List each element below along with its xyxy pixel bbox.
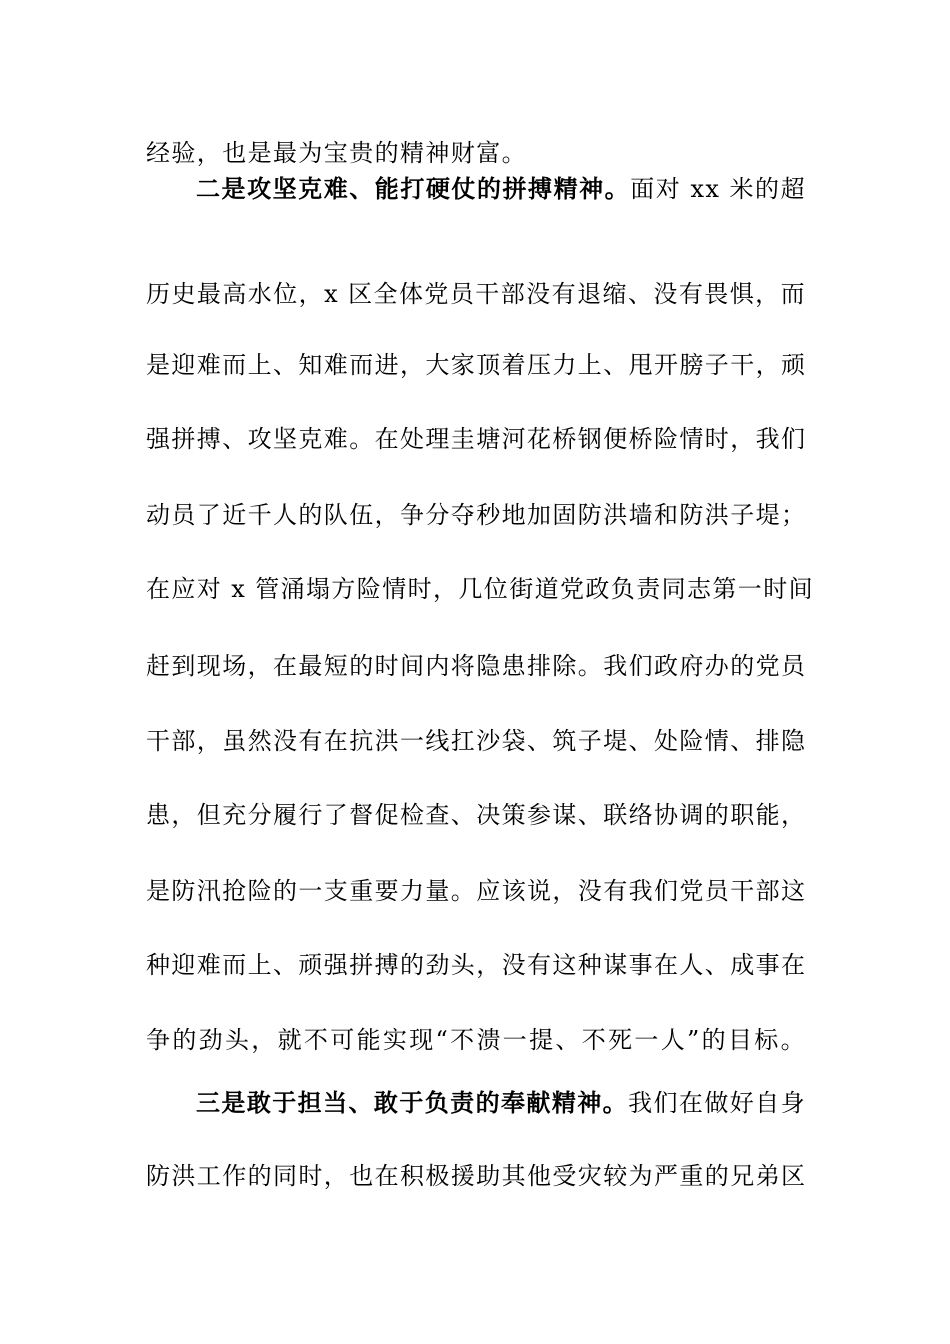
line-text: 干部，虽然没有在抗洪一线扛沙袋、筑子堤、处险情、排隐 [146, 727, 807, 755]
text-line-3 [146, 279, 806, 309]
line-text: 赶到现场，在最短的时间内将隐患排除。我们政府办的党员 [146, 652, 807, 680]
line-text: 我们在做好自身 [628, 1089, 806, 1117]
text-line-7 [146, 574, 814, 604]
text-line-4 [146, 350, 806, 380]
text-line-5 [146, 424, 806, 454]
text-line-8 [146, 651, 806, 681]
line-text: 历史最高水位，x 区全体党员干部没有退缩、没有畏惧，而 [146, 280, 806, 308]
line-text: 争的劲头，就不可能实现“不溃一提、不死一人”的目标。 [146, 1026, 806, 1054]
text-line-2 [196, 174, 806, 204]
line-text: 患，但充分履行了督促检查、决策参谋、联络协调的职能， [146, 801, 807, 829]
text-line-11 [146, 876, 806, 906]
text-line-6 [146, 500, 806, 530]
text-line-10 [146, 800, 806, 830]
line-text: 是迎难而上、知难而进，大家顶着压力上、甩开膀子干，顽 [146, 351, 807, 379]
text-line-14 [196, 1088, 806, 1118]
line-text: 动员了近千人的队伍，争分夺秒地加固防洪墙和防洪子堤； [146, 501, 807, 529]
text-line-9 [146, 726, 806, 756]
line-text: 防洪工作的同时，也在积极援助其他受灾较为严重的兄弟区 [146, 1162, 807, 1190]
line-text: 是防汛抢险的一支重要力量。应该说，没有我们党员干部这 [146, 877, 807, 905]
text-line-13 [146, 1025, 806, 1055]
bold-heading: 三是敢于担当、敢于负责的奉献精神。 [196, 1088, 629, 1117]
bold-heading: 二是攻坚克难、能打硬仗的拼搏精神。 [196, 174, 631, 203]
line-text: 面对 xx 米的超 [630, 175, 806, 203]
line-text: 强拼搏、攻坚克难。在处理圭塘河花桥钢便桥险情时，我们 [146, 425, 807, 453]
text-line-15 [146, 1161, 806, 1191]
line-text: 种迎难而上、顽强拼搏的劲头，没有这种谋事在人、成事在 [146, 951, 807, 979]
line-text: 在应对 x 管涌塌方险情时，几位街道党政负责同志第一时间 [146, 575, 814, 603]
line-text: 经验，也是最为宝贵的精神财富。 [146, 139, 527, 167]
text-line-12 [146, 950, 806, 980]
text-line-1 [146, 138, 806, 168]
